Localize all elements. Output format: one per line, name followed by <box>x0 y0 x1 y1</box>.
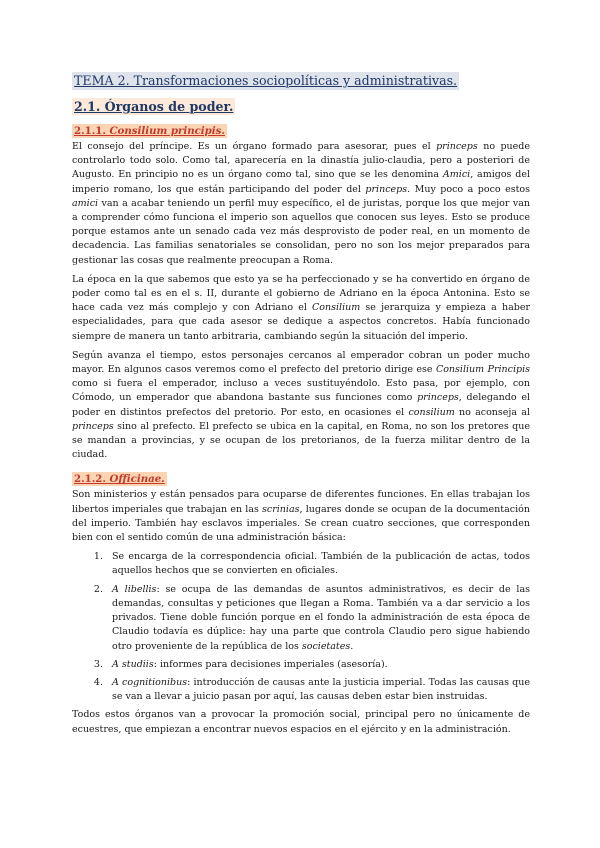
document-title: TEMA 2. Transformaciones sociopolíticas y administrativas. <box>74 73 458 88</box>
subsection-name: Officinae. <box>109 473 165 486</box>
list-item: 3. A studiis: informes para decisiones imperiales (asesoría). <box>106 658 530 672</box>
subsection-name: Consilium principis. <box>109 125 225 137</box>
section-heading: 2.1. Órganos de poder. <box>74 99 234 114</box>
paragraph: Son ministerios y están pensados para ocuparse de diferentes funciones. En ellas trabajan los libertos imperiales que trabajan en las scrinias, lugares donde se ocupan de la documentación del imperio. También hay esclavos imperiales. Se crean cuatro secciones, que corresponden bien con el sentido común de una administración básica: <box>72 489 530 544</box>
subsection-number: 2.1.2. <box>74 473 106 486</box>
paragraph: Según avanza el tiempo, estos personajes cercanos al emperador cobran un poder mucho mayor. En algunos casos veremos como el prefecto del pretorio dirige ese Consilium Principis como si fuera el emperador, incluso a veces sustituyéndolo. Esto pasa, por ejemplo, con Cómodo, un emperador que abandona bastante sus funciones como princeps, delegando el poder en distintos prefectos del pretorio. Por esto, en ocasiones el consilium no aconseja al princeps sino al prefecto. El prefecto se ubica en la capital, en Roma, no son los pretores que se mandan a provincias, y se ocupan de los pretorianos, de la fuerza militar dentro de la ciudad. <box>72 349 531 461</box>
subsection-heading-officinae <box>72 472 167 486</box>
paragraph: La época en la que sabemos que esto ya se ha perfeccionado y se ha convertido en órgano de poder como tal es en el s. II, durante el gobierno de Adriano en la época Antonina. Esto se hace cada vez más complejo y con Adriano el Consilium se jerarquiza y empieza a haber especialidades, para que cada asesor se dedique a aspectos concretos. Había funcionado siempre de manera un tanto arbitraria, cambiando según la situación del imperio. <box>72 273 530 342</box>
numbered-list <box>72 550 530 704</box>
subsection-heading-consilium <box>72 124 227 138</box>
list-item: 2. A libellis: se ocupa de las demandas de asuntos administrativos, es decir de las demandas, consultas y peticiones que llegan a Roma. También va a dar servicio a los privados. Tiene doble función porque en el fondo la administración de esta época de Claudio todavía es dúplice: hay una parte que controla Claudio pero sigue habiendo otro proveniente de la república de los societates. <box>106 583 530 654</box>
paragraph: El consejo del príncipe. Es un órgano formado para asesorar, pues el princeps no puede controlarlo todo solo. Como tal, aparecería en la dinastía julio-claudia, pero a posteriori de Augusto. En principio no es un órgano como tal, sino que se les denomina Amici, amigos del imperio romano, los que están participando del poder del princeps. Muy poco a poco estos amici van a acabar teniendo un perfil muy específico, el de juristas, porque los que mejor van a comprender cómo funciona el imperio son aquellos que conocen sus leyes. Esto se produce porque estamos ante un senado cada vez más desprovisto de poder real, en un momento de decadencia. Las familias senatoriales se consolidan, pero no son los mejor preparados para gestionar las cosas que realmente preocupan a Roma. <box>72 141 531 266</box>
list-item: 4. A cognitionibus: introducción de causas ante la justicia imperial. Todas las causas que se van a llevar a juicio pasan por aquí, las causas deben estar bien instruidas. <box>106 676 530 704</box>
subsection-number: 2.1.1. <box>74 125 106 137</box>
document-page <box>72 70 530 742</box>
paragraph: Todos estos órganos van a provocar la promoción social, principal pero no únicamente de ecuestres, que empiezan a encontrar nuevos espacios en el ejército y en la administración. <box>72 709 530 735</box>
list-item: 1. Se encarga de la correspondencia oficial. También de la publicación de actas, todos aquellos hechos que se convierten en oficiales. <box>106 550 530 578</box>
